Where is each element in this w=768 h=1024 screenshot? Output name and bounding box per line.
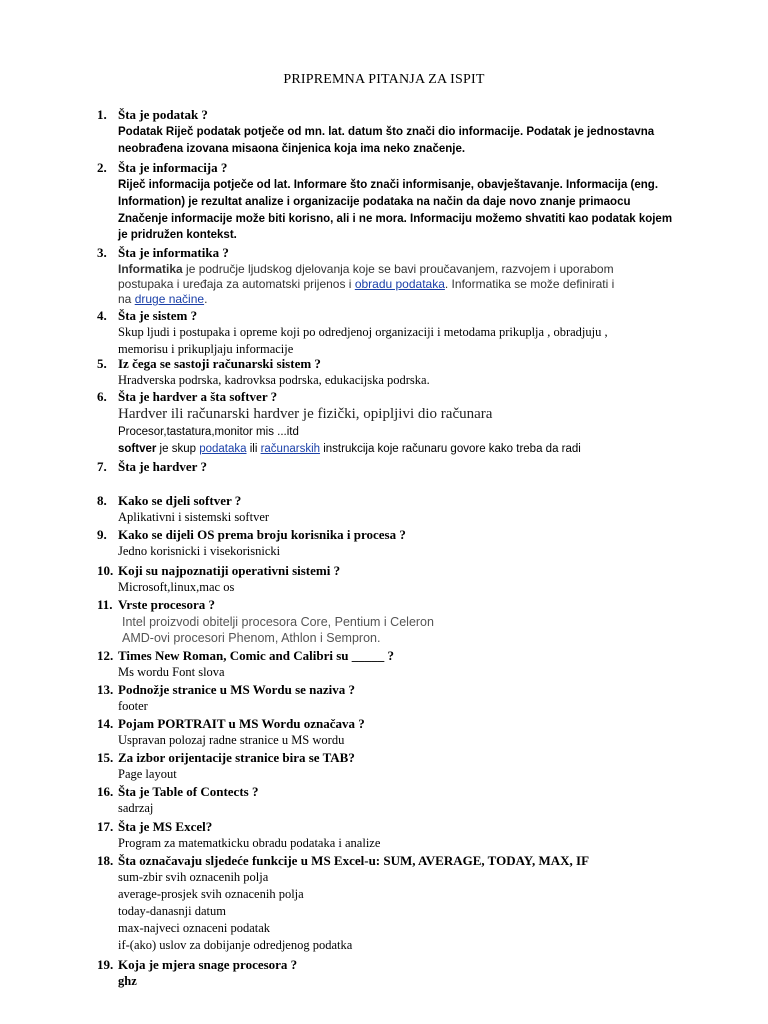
answer-line: if-(ako) uslov za dobijanje odredjenog podatka <box>118 938 353 952</box>
question-number: 11. <box>97 597 113 612</box>
question-number: 12. <box>97 648 114 663</box>
answer-line: Hardver ili računarski hardver je fizički, opipljivi dio računara <box>118 406 493 422</box>
answer-line: Microsoft,linux,mac os <box>118 580 235 594</box>
term-bold: softver <box>118 443 157 455</box>
question-item-5 <box>97 356 697 389</box>
question-text: Šta je informacija ? <box>118 160 228 175</box>
question-number: 14. <box>97 716 114 731</box>
question-number: 2. <box>97 160 107 175</box>
answer-line: footer <box>118 699 148 713</box>
question-text: Za izbor orijentacije stranice bira se TAB? <box>118 750 355 765</box>
answer-line: Information) je rezultat analize i organizacije podataka na način da daje novo znanje primaocu <box>118 196 631 208</box>
question-item-9 <box>97 527 697 560</box>
question-number: 9. <box>97 527 107 542</box>
answer-line: max-najveci oznaceni podatak <box>118 921 271 935</box>
question-text: Šta je Table of Contects ? <box>118 784 259 799</box>
answer-line: softver je skup podataka ili računarskih instrukcija koje računaru govore kako treba da radi <box>118 443 581 455</box>
question-text: Koji su najpoznatiji operativni sistemi ? <box>118 563 341 578</box>
answer-line: Jedno korisnicki i visekorisnicki <box>118 544 281 558</box>
answer-line: ghz <box>118 974 137 988</box>
question-item-1 <box>97 107 697 158</box>
question-number: 17. <box>97 819 114 834</box>
question-item-12 <box>97 648 697 681</box>
question-number: 4. <box>97 308 107 323</box>
link-racunarskih[interactable]: računarskih <box>260 443 321 455</box>
answer-line: AMD-ovi procesori Phenom, Athlon i Sempron. <box>122 631 381 645</box>
question-text: Vrste procesora ? <box>118 597 215 612</box>
answer-line: Ms wordu Font slova <box>118 665 225 679</box>
question-item-16 <box>97 784 697 817</box>
link-podataka[interactable]: podataka <box>199 443 247 455</box>
question-text: Pojam PORTRAIT u MS Wordu označava ? <box>118 716 365 731</box>
question-item-18 <box>97 853 697 954</box>
question-number: 1. <box>97 107 107 122</box>
answer-line: Riječ informacija potječe od lat. Informare što znači informisanje, obavještavanje. Informacija (eng. <box>118 179 659 191</box>
answer-line: Značenje informacije može biti korisno, ali i ne mora. Informaciju možemo shvatiti kao podatak kojem <box>118 213 673 225</box>
question-number: 7. <box>97 459 107 474</box>
answer-line: Page layout <box>118 767 177 781</box>
question-text: Kako se djeli softver ? <box>118 493 242 508</box>
question-text: Iz čega se sastoji računarski sistem ? <box>118 356 321 371</box>
link-druge-nacine[interactable]: druge načine <box>134 292 205 306</box>
question-text: Šta je MS Excel? <box>118 819 213 834</box>
answer-line: Informatika je područje ljudskog djelovanja koje se bavi proučavanjem, razvojem i uporabom <box>118 262 614 276</box>
question-text: Šta označavaju sljedeće funkcije u MS Excel-u: SUM, AVERAGE, TODAY, MAX, IF <box>118 853 590 868</box>
question-number: 8. <box>97 493 107 508</box>
question-item-14 <box>97 716 697 749</box>
answer-line: na druge načine. <box>118 292 208 306</box>
answer-line: average-prosjek svih oznacenih polja <box>118 887 304 901</box>
answer-line: Aplikativni i sistemski softver <box>118 510 270 524</box>
question-item-13 <box>97 682 697 715</box>
question-item-10 <box>97 563 697 596</box>
question-item-19 <box>97 957 697 990</box>
term-bold: Informatika <box>118 262 183 276</box>
question-number: 19. <box>97 957 114 972</box>
question-item-6 <box>97 389 697 458</box>
question-number: 6. <box>97 389 107 404</box>
link-obradu-podataka[interactable]: obradu podataka <box>354 277 445 291</box>
answer-line: Intel proizvodi obitelji procesora Core, Pentium i Celeron <box>122 615 434 629</box>
answer-line: postupaka i uređaja za automatski prijenos i obradu podataka. Informatika se može definirati i <box>118 277 615 291</box>
document-title: PRIPREMNA PITANJA ZA ISPIT <box>283 72 485 87</box>
answer-line: sum-zbir svih oznacenih polja <box>118 870 269 884</box>
question-number: 10. <box>97 563 114 578</box>
question-number: 3. <box>97 245 107 260</box>
question-number: 5. <box>97 356 107 371</box>
question-text: Šta je sistem ? <box>118 308 198 323</box>
question-text: Times New Roman, Comic and Calibri su _____ ? <box>118 648 395 663</box>
question-number: 18. <box>97 853 114 868</box>
question-text: Kako se dijeli OS prema broju korisnika i procesa ? <box>118 527 406 542</box>
answer-line: today-danasnji datum <box>118 904 226 918</box>
question-item-8 <box>97 493 697 526</box>
question-item-4 <box>97 308 697 358</box>
question-number: 13. <box>97 682 114 697</box>
question-number: 16. <box>97 784 114 799</box>
question-item-3 <box>97 245 697 307</box>
question-text: Podnožje stranice u MS Wordu se naziva ? <box>118 682 356 697</box>
answer-line: je pridružen kontekst. <box>118 229 237 241</box>
question-item-2 <box>97 160 697 242</box>
question-text: Šta je hardver ? <box>118 459 207 474</box>
question-text: Šta je informatika ? <box>118 245 229 260</box>
question-text: Šta je hardver a šta softver ? <box>118 389 278 404</box>
question-text: Šta je podatak ? <box>118 107 208 122</box>
question-item-11 <box>97 597 697 646</box>
answer-line: Program za matematkicku obradu podataka i analize <box>118 836 381 850</box>
question-item-7 <box>97 459 697 475</box>
question-item-15 <box>97 750 697 783</box>
answer-line: Podatak Riječ podatak potječe od mn. lat. datum što znači dio informacije. Podatak je jednostavna <box>118 126 655 138</box>
answer-line: Skup ljudi i postupaka i opreme koji po odredjenoj organizaciji i metodama prikuplja , obradjuju , <box>118 325 608 339</box>
answer-line: memorisu i prikupljaju informacije <box>118 342 294 356</box>
answer-line: neobrađena izovana misaona činjenica koja ima neko značenje. <box>118 143 466 155</box>
answer-line: sadrzaj <box>118 801 154 815</box>
question-text: Koja je mjera snage procesora ? <box>118 957 298 972</box>
answer-line: Procesor,tastatura,monitor mis ...itd <box>118 426 299 438</box>
question-number: 15. <box>97 750 114 765</box>
answer-line: Uspravan polozaj radne stranice u MS wordu <box>118 733 345 747</box>
answer-line: Hradverska podrska, kadrovksa podrska, edukacijska podrska. <box>118 373 430 387</box>
question-item-17 <box>97 819 697 852</box>
